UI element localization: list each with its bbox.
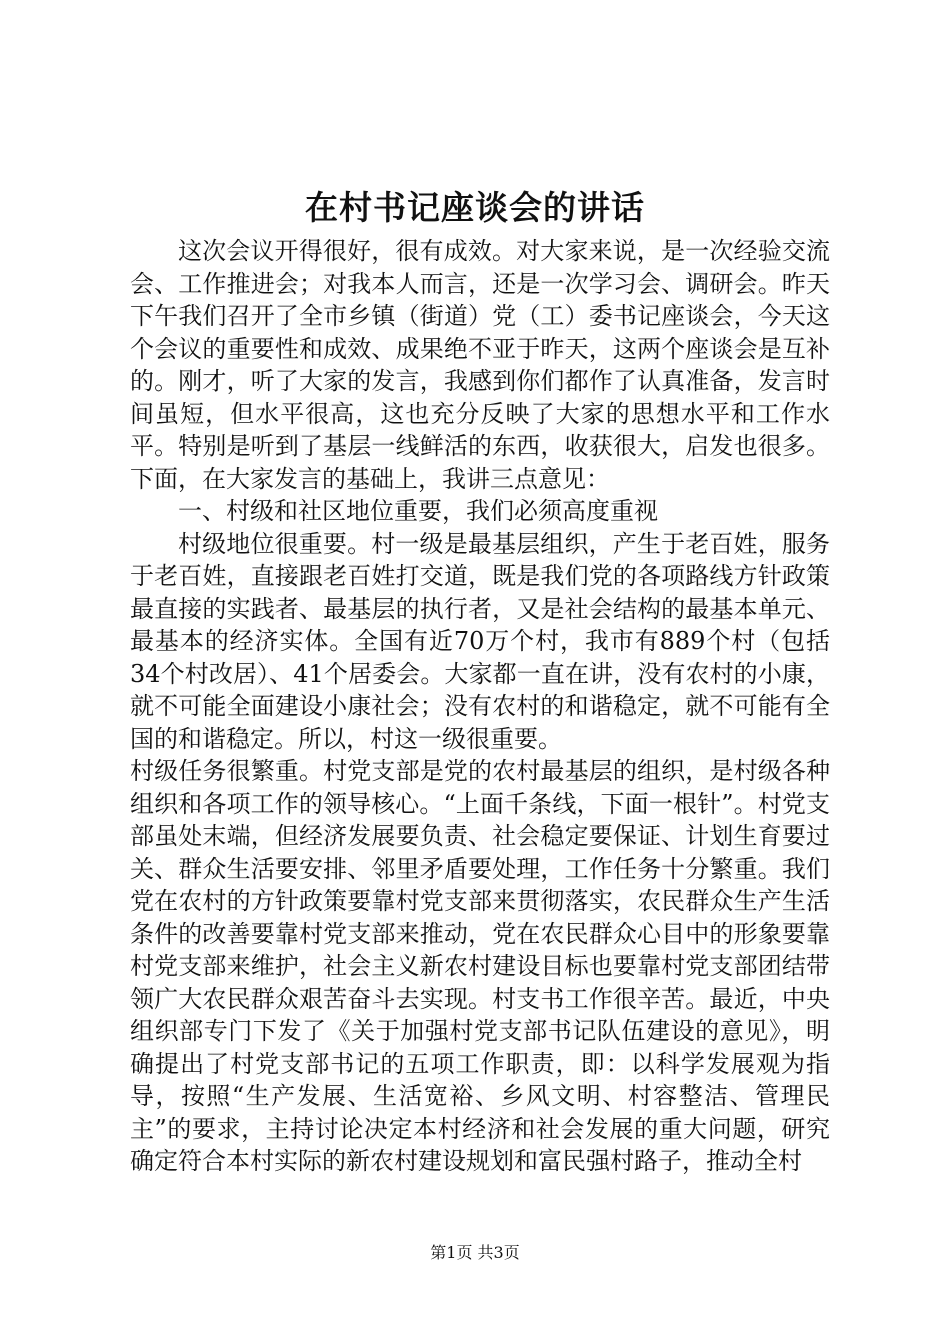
page-footer: 第1页 共3页 (430, 1243, 520, 1262)
section-heading-1: 一、村级和社区地位重要，我们必须高度重视 (178, 497, 658, 525)
paragraph-intro: 这次会议开得很好，很有成效。对大家来说，是一次经验交流会、工作推进会；对我本人而言，还是一次学习会、调研会。昨天下午我们召开了全市乡镇（街道）党（工）委书记座谈会，今天这个会议的重要性和成效、成果绝不亚于昨天，这两个座谈会是互补的。刚才，听了大家的发言，我感到你们都作了认真准备，发言时间虽短，但水平很高，这也充分反映了大家的思想水平和工作水平。特别是听到了基层一线鲜活的东西，收获很大，启发也很多。下面，在大家发言的基础上，我讲三点意见： (130, 237, 830, 493)
document-title: 在村书记座谈会的讲话 (305, 188, 645, 227)
document-body (130, 235, 830, 1178)
paragraph-village-tasks: 村级任务很繁重。村党支部是党的农村最基层的组织，是村级各种组织和各项工作的领导核心。“上面千条线，下面一根针”。村党支部虽处末端，但经济发展要负责、社会稳定要保证、计划生育要过关、群众生活要安排、邻里矛盾要处理，工作任务十分繁重。我们党在农村的方针政策要靠村党支部来贯彻落实，农民群众生产生活条件的改善要靠村党支部来推动，党在农民群众心目中的形象要靠村党支部来维护，社会主义新农村建设目标也要靠村党支部团结带领广大农民群众艰苦奋斗去实现。村支书工作很辛苦。最近，中央组织部专门下发了《关于加强村党支部书记队伍建设的意见》，明确提出了村党支部书记的五项工作职责，即：以科学发展观为指导，按照“生产发展、生活宽裕、乡风文明、村容整洁、管理民主”的要求，主持讨论决定本村经济和社会发展的重大问题，研究确定符合本村实际的新农村建设规划和富民强村路子，推动全村 (130, 757, 830, 1175)
paragraph-village-importance: 村级地位很重要。村一级是最基层组织，产生于老百姓，服务于老百姓，直接跟老百姓打交道，既是我们党的各项路线方针政策最直接的实践者、最基层的执行者，又是社会结构的最基本单元、最基本的经济实体。全国有近70万个村，我市有889个村（包括34个村改居）、41个居委会。大家都一直在讲，没有农村的小康，就不可能全面建设小康社会；没有农村的和谐稳定，就不可能有全国的和谐稳定。所以，村这一级很重要。 (130, 529, 830, 753)
